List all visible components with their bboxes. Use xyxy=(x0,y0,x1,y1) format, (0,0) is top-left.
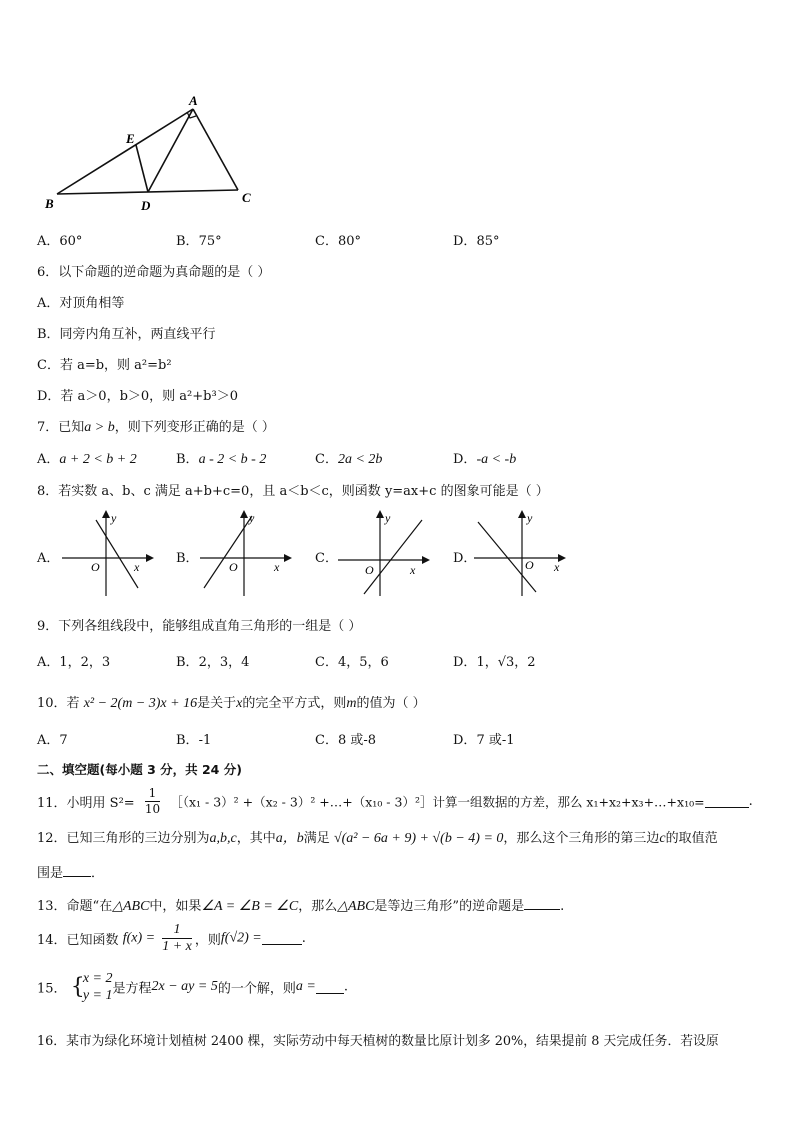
answer-blank[interactable] xyxy=(705,795,749,808)
vertex-label-e: E xyxy=(126,131,135,146)
q12-line2: 围是 ． xyxy=(37,866,105,881)
q5-option-a: A．60° xyxy=(37,234,83,249)
q7-option-b: B．a - 2 < b - 2 xyxy=(176,452,267,467)
q10-option-c: C．8 或-8 xyxy=(315,733,377,748)
q5-option-c: C．80° xyxy=(315,234,361,249)
triangle-figure xyxy=(40,90,270,215)
q11-fraction: $\frac{1}{10}$ xyxy=(144,786,161,816)
q12-line1: 12．已知三角形的三边分别为a,b,c，其中a，b满足 √(a² − 6a + 9) + √(b − 4) = 0，那么这个三角形的第三边c的取值范 xyxy=(37,831,718,846)
axis-x-label: x xyxy=(410,563,416,577)
q7-option-d: D．-a < -b xyxy=(453,452,517,467)
q5-option-b: B．75° xyxy=(176,234,222,249)
q10-option-a: A．7 xyxy=(37,733,68,748)
q6-option-b: B．同旁内角互补，两直线平行 xyxy=(37,327,216,342)
answer-blank[interactable] xyxy=(63,864,91,877)
answer-blank[interactable] xyxy=(524,897,560,910)
q6-stem: 6．以下命题的逆命题为真命题的是（ ） xyxy=(37,265,271,280)
q8-stem: 8．若实数 a、b、c 满足 a+b+c=0，且 a＜b＜c，则函数 y=ax+c 的图象可能是（ ） xyxy=(37,484,549,499)
axis-y-label: y xyxy=(385,511,391,525)
q9-option-a: A．1，2，3 xyxy=(37,655,111,670)
q10-option-b: B．-1 xyxy=(176,733,212,748)
axis-x-label: x xyxy=(274,560,280,574)
axis-y-label: y xyxy=(111,511,117,525)
q15-brace: { xyxy=(70,974,85,1000)
q8-graph-d xyxy=(470,508,570,600)
q14: 14．已知函数 f(x) = $\frac{1}{1 + x}$ ，则f(√2) = . xyxy=(37,922,306,954)
vertex-label-a: A xyxy=(189,93,198,108)
q8-option-d-label: D． xyxy=(453,551,477,566)
q7-stem: 7．已知a > b，则下列变形正确的是（ ） xyxy=(37,420,275,435)
vertex-label-b: B xyxy=(45,196,54,211)
q14-fraction: $\frac{1}{1 + x}$ xyxy=(162,922,192,954)
origin-label: O xyxy=(91,560,100,574)
q9-option-b: B．2，3，4 xyxy=(176,655,250,670)
answer-blank[interactable] xyxy=(316,981,344,994)
q6-option-a: A．对顶角相等 xyxy=(37,296,125,311)
origin-label: O xyxy=(525,558,534,572)
origin-label: O xyxy=(365,563,374,577)
q10-expression: x² − 2(m − 3)x + 16 xyxy=(83,696,198,711)
q8-option-b-label: B． xyxy=(176,551,199,566)
section-title: 二、填空题(每小题 3 分，共 24 分) xyxy=(37,762,242,777)
q10-stem: 10．若 x² − 2(m − 3)x + 16是关于x的完全平方式，则m的值为（ ） xyxy=(37,696,426,711)
q9-option-c: C．4，5，6 xyxy=(315,655,389,670)
vertex-label-c: C xyxy=(242,190,251,205)
q7-option-a: A．a + 2 < b + 2 xyxy=(37,452,137,467)
q15: 15． { x = 2 y = 1 是方程2x − ay = 5的一个解，则a = . xyxy=(37,971,348,1003)
q12-sqrt-expression: √(a² − 6a + 9) + √(b − 4) = 0 xyxy=(333,831,504,846)
q8-graph-b xyxy=(196,508,296,600)
q10-option-d: D．7 或-1 xyxy=(453,733,515,748)
q7-option-c: C．2a < 2b xyxy=(315,452,383,467)
axis-y-label: y xyxy=(527,511,533,525)
q16: 16．某市为绿化环境计划植树 2400 棵，实际劳动中每天植树的数量比原计划多 20%，结果提前 8 天完成任务．若设原 xyxy=(37,1034,719,1049)
axis-x-label: x xyxy=(554,560,560,574)
q8-option-c-label: C． xyxy=(315,551,338,566)
origin-label: O xyxy=(229,560,238,574)
q8-graph-a xyxy=(58,508,158,600)
q8-graph-c xyxy=(334,508,434,600)
q13: 13．命题“在△ABC中，如果∠A = ∠B = ∠C，那么△ABC是等边三角形”的逆命题是 . xyxy=(37,899,565,914)
q5-option-d: D．85° xyxy=(453,234,500,249)
axis-x-label: x xyxy=(134,560,140,574)
q15-system: x = 2 y = 1 xyxy=(82,971,113,1003)
q8-option-a-label: A． xyxy=(37,551,60,566)
vertex-label-d: D xyxy=(141,198,151,213)
q11: 11．小明用 S²= $\frac{1}{10}$ ［（x₁ - 3）² +（x₂ - 3）² +…+（x₁₀ - 3）²］计算一组数据的方差，那么 x₁+x₂+x₃+…+x₁₀= . xyxy=(37,786,753,816)
answer-blank[interactable] xyxy=(262,932,302,945)
q9-option-d: D．1，√3，2 xyxy=(453,655,536,670)
q6-option-c: C．若 a=b，则 a²=b² xyxy=(37,358,172,373)
axis-y-label: y xyxy=(249,511,255,525)
q6-option-d: D．若 a＞0，b＞0，则 a²+b³＞0 xyxy=(37,389,238,404)
q9-stem: 9．下列各组线段中，能够组成直角三角形的一组是（ ） xyxy=(37,619,362,634)
